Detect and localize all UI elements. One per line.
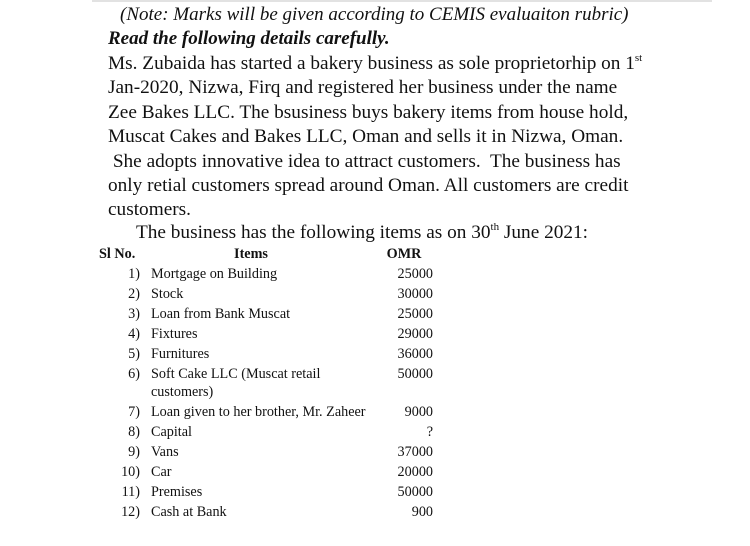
row-item: Soft Cake LLC (Muscat retail customers) [151, 366, 321, 400]
paragraph-line: Jan-2020, Nizwa, Firq and registered her business under the name [108, 77, 618, 99]
row-amount: 25000 [397, 266, 433, 282]
table-row [96, 402, 437, 422]
paragraph-line: Ms. Zubaida has started a bakery business as sole proprietorhip on 1st [108, 52, 643, 74]
header-items: Items [234, 246, 268, 262]
row-sl: 4) [128, 326, 140, 342]
row-sl: 10) [121, 464, 140, 480]
row-amount: 29000 [397, 326, 433, 342]
row-amount: 9000 [404, 404, 433, 420]
table-row [96, 462, 437, 482]
row-item: Premises [151, 484, 203, 500]
row-item: Cash at Bank [151, 504, 227, 520]
top-divider [92, 0, 712, 2]
table-row [96, 442, 437, 462]
row-sl: 5) [128, 346, 140, 362]
row-item: Fixtures [151, 326, 198, 342]
row-amount: ? [426, 424, 433, 440]
table-row [96, 304, 437, 324]
row-sl: 7) [128, 404, 140, 420]
row-item: Stock [151, 286, 184, 302]
table-row [96, 344, 437, 364]
table-row [96, 364, 437, 402]
row-amount: 37000 [397, 444, 433, 460]
row-amount: 50000 [397, 484, 433, 500]
row-item: Car [151, 464, 172, 480]
table-row [96, 422, 437, 442]
items-table [96, 245, 437, 522]
table-row [96, 502, 437, 522]
items-intro: The business has the following items as on 30th June 2021: [136, 221, 588, 243]
row-item: Capital [151, 424, 192, 440]
table-row [96, 324, 437, 344]
row-amount: 900 [411, 504, 433, 520]
row-sl: 1) [128, 266, 140, 282]
ordinal-suffix: st [634, 52, 643, 64]
row-amount: 36000 [397, 346, 433, 362]
row-item: Vans [151, 444, 179, 460]
paragraph-line: Zee Bakes LLC. The bsusiness buys bakery items from house hold, [108, 101, 629, 123]
rubric-note: (Note: Marks will be given according to CEMIS evaluaiton rubric) [120, 4, 629, 25]
row-amount: 25000 [397, 306, 433, 322]
header-omr: OMR [386, 246, 422, 262]
row-sl: 12) [121, 504, 140, 520]
table-row [96, 264, 437, 284]
row-sl: 8) [128, 424, 140, 440]
row-item: Loan given to her brother, Mr. Zaheer [151, 404, 366, 420]
paragraph-line: customers. [108, 199, 191, 221]
row-sl: 6) [128, 366, 140, 382]
row-item: Mortgage on Building [151, 266, 278, 282]
row-amount: 50000 [397, 366, 433, 382]
paragraph-line: Muscat Cakes and Bakes LLC, Oman and sells it in Nizwa, Oman. [108, 126, 624, 148]
header-sl-no: Sl No. [99, 246, 136, 262]
table-header-row [96, 245, 437, 264]
row-sl: 11) [121, 484, 140, 500]
row-amount: 20000 [397, 464, 433, 480]
instruction-heading: Read the following details carefully. [108, 28, 390, 49]
row-item: Loan from Bank Muscat [151, 306, 291, 322]
table-row [96, 284, 437, 304]
table-row [96, 482, 437, 502]
paragraph-line: She adopts innovative idea to attract customers. The business has [108, 150, 621, 172]
ordinal-suffix: th [490, 221, 500, 233]
row-item: Furnitures [151, 346, 210, 362]
row-sl: 2) [128, 286, 140, 302]
row-amount: 30000 [397, 286, 433, 302]
row-sl: 9) [128, 444, 140, 460]
paragraph-line: only retial customers spread around Oman. All customers are credit [108, 174, 629, 196]
row-sl: 3) [128, 306, 140, 322]
case-paragraph [108, 52, 642, 223]
